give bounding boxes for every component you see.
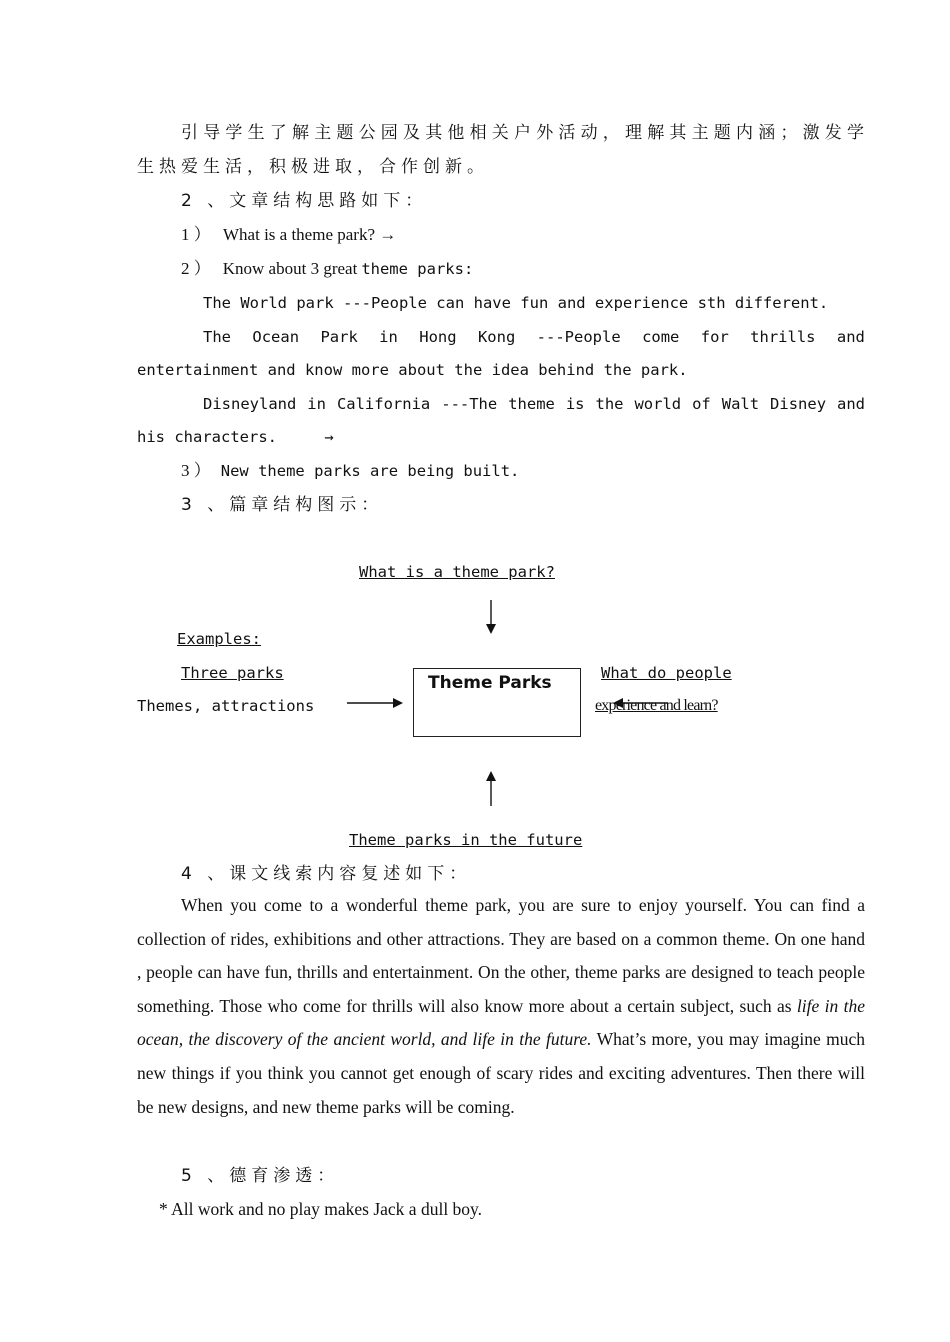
diagram-three-parks: Three parks	[181, 664, 284, 682]
word: Park	[320, 328, 358, 346]
word: and	[836, 328, 865, 346]
paragraph-italic: life in the ocean, the discovery of the ancient world, and life in the future.	[137, 995, 865, 1050]
diagram-examples-label: Examples:	[177, 630, 261, 648]
word: world	[634, 395, 682, 413]
word: ---People	[536, 328, 621, 346]
section-2-heading: 2 、文章结构思路如下：	[181, 191, 428, 211]
word: in	[379, 328, 398, 346]
word: thrills	[750, 328, 816, 346]
diagram-bottom-label: Theme parks in the future	[349, 831, 583, 849]
item-number: 1 ）	[181, 225, 211, 244]
section-5-heading: 5 、德育渗透：	[181, 1166, 340, 1186]
paragraph-text-b: What’s more, you may imagine much new things if you think you cannot get enough of scary rides and exciting adventures. Then there will be new designs, and new theme parks will be coming.	[137, 1029, 866, 1117]
word: and	[837, 395, 865, 413]
section-4-heading: 4 、课文线索内容复述如下：	[181, 864, 472, 884]
word: Kong	[477, 328, 516, 346]
word: Disneyland	[203, 395, 297, 413]
world-park-line: The World park ---People can have fun and experience sth different.	[203, 294, 829, 312]
word: is	[565, 395, 585, 413]
section-3-heading: 3 、篇章结构图示：	[181, 495, 384, 515]
word: of	[692, 395, 711, 413]
word: Walt	[721, 395, 760, 413]
right-arrow-icon: →	[324, 428, 334, 446]
paragraph-text-a: When you come to a wonderful theme park, you are sure to enjoy yourself. You can find a collection of rides, exhibitions and other attractions. They are based on a common theme. On one hand , people can have fun, thrills and entertainment. On the other, theme parks are designed to teach people something. Those who come for thrills will also know more about a certain subject, such as	[137, 895, 865, 1016]
item-number: 2 ）	[181, 259, 211, 278]
word: California	[336, 395, 431, 413]
diagram-right-label-1: What do people	[601, 664, 732, 682]
disney-line-2-text: his characters.	[137, 428, 277, 446]
ocean-park-line-2: entertainment and know more about the idea behind the park.	[137, 361, 688, 379]
item-text: New theme parks are being built.	[220, 462, 520, 480]
item-text-a: Know about 3 great	[222, 259, 358, 278]
word: in	[307, 395, 326, 413]
word: come	[642, 328, 680, 346]
diagram-center-title: Theme Parks	[428, 673, 552, 693]
intro-line-2: 生热爱生活，积极进取，合作创新。	[137, 157, 489, 177]
word: Disney	[770, 395, 827, 413]
intro-line-1: 引导学生了解主题公园及其他相关户外活动，理解其主题内涵；激发学	[181, 123, 870, 143]
word: Hong	[419, 328, 457, 346]
word: the	[595, 395, 624, 413]
word: for	[700, 328, 729, 346]
diagram-themes-attractions: Themes, attractions	[137, 697, 315, 715]
word: Ocean	[252, 328, 300, 346]
section-4-paragraph	[137, 889, 865, 1124]
item-number: 3 ）	[181, 461, 211, 480]
word: The	[203, 328, 231, 346]
item-text: What is a theme park?	[223, 225, 375, 244]
diagram-top-label: What is a theme park?	[359, 563, 555, 581]
paragraph-body	[137, 889, 865, 1124]
diagram-right-label-2: experience and learn?	[595, 697, 718, 714]
section-5-quote: * All work and no play makes Jack a dull boy.	[159, 1199, 483, 1219]
word: theme	[508, 395, 555, 413]
right-arrow-icon: →	[379, 225, 397, 244]
item-text-b: theme parks:	[361, 260, 474, 278]
word: ---The	[441, 395, 498, 413]
